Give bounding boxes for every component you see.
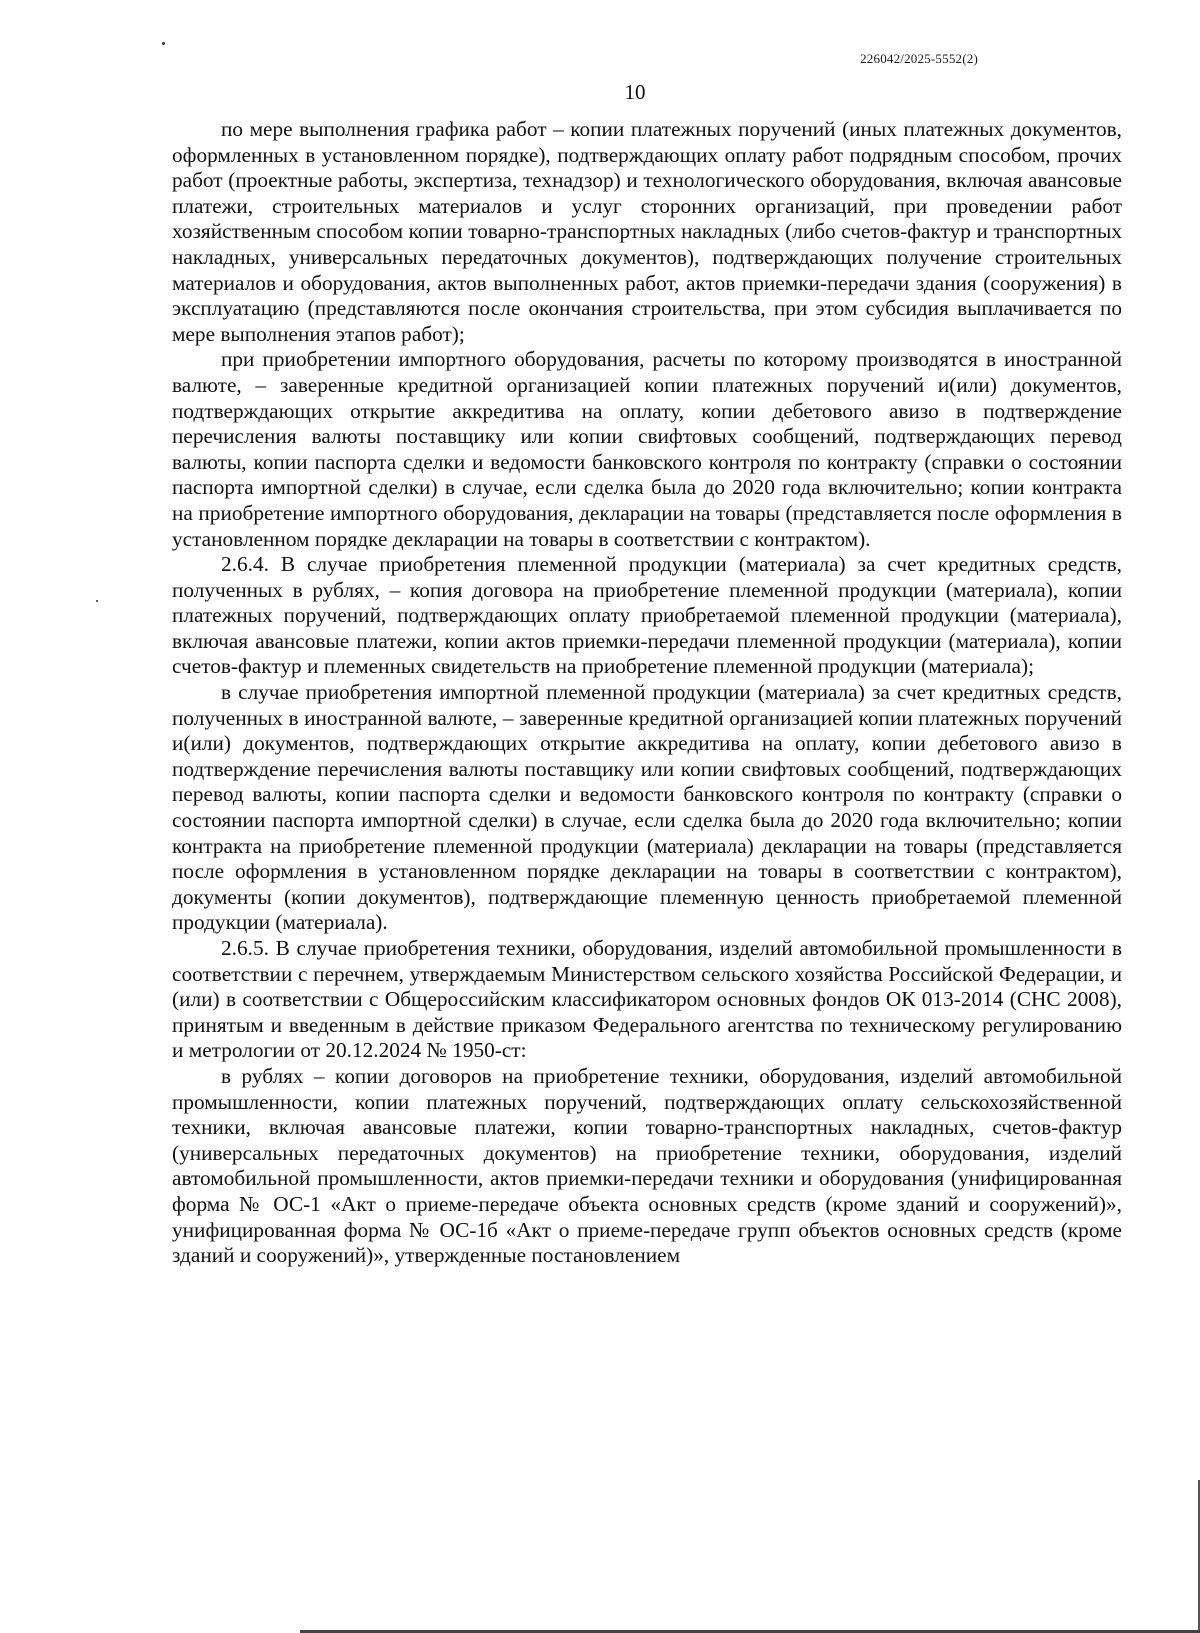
document-body [172,117,1122,1269]
scan-speck [162,42,165,45]
paragraph-imported-equipment: при приобретении импортного оборудования, расчеты по которому производятся в иностранной валюте, – заверенные кредитной организацией копии платежных поручений и(или) документов, подтверждающих открытие аккредитива на оплату, копии дебетового авизо в подтверждение перечисления валюты поставщику или копии свифтовых сообщений, подтверждающих перевод валюты, копии паспорта сделки и ведомости банковского контроля по контракту (справки о состоянии паспорта импортной сделки) в случае, если сделка была до 2020 года включительно; копии контракта на приобретение импортного оборудования, декларации на товары (представляется после оформления в установленном порядке декларации на товары в соответствии с контрактом). [172,347,1122,551]
paragraph-in-rubles: в рублях – копии договоров на приобретение техники, оборудования, изделий автомобильной промышленности, копии платежных поручений, подтверждающих оплату сельскохозяйственной техники, включая авансовые платежи, копии товарно-транспортных накладных, счетов-фактур (универсальных передаточных документов) на приобретение техники, оборудования, изделий автомобильной промышленности, актов приемки-передачи техники и оборудования (унифицированная форма № ОС-1 «Акт о приеме-передаче объекта основных средств (кроме зданий и сооружений)», унифицированная форма № ОС-1б «Акт о приеме-передаче групп объектов основных средств (кроме зданий и сооружений)», утвержденные постановлением [172,1063,1122,1268]
paragraph-2-6-5: 2.6.5. В случае приобретения техники, оборудования, изделий автомобильной промышленности в соответствии с перечнем, утверждаемым Министерством сельского хозяйства Российской Федерации, и (или) в соответствии с Общероссийским классификатором основных фондов ОК 013-2014 (СНС 2008), принятым и введенным в действие приказом Федерального агентства по техническому регулированию и метрологии от 20.12.2024 № 1950-ст: [172,936,1122,1063]
paragraph-imported-breeding-products: в случае приобретения импортной племенной продукции (материала) за счет кредитных средств, полученных в иностранной валюте, – заверенные кредитной организацией копии платежных поручений и(или) документов, подтверждающих открытие аккредитива на оплату, копии дебетового авизо в подтверждение перечисления валюты поставщику или копии свифтовых сообщений, подтверждающих перевод валюты, копии паспорта сделки и ведомости банковского контроля по контракту (справки о состоянии паспорта импортной сделки) в случае, если сделка была до 2020 года включительно; копии контракта на приобретение племенной продукции (материала) декларации на товары (представляется после оформления в установленном порядке декларации на товары в соответствии с контрактом), документы (копии документов), подтверждающие племенную ценность приобретаемой племенной продукции (материала). [172,680,1122,935]
page-number: 10 [624,80,646,104]
scan-speck [96,600,98,602]
paragraph-payment-schedule: по мере выполнения графика работ – копии платежных поручений (иных платежных документов, оформленных в установленном порядке), подтверждающих оплату работ подрядным способом, прочих работ (проектные работы, экспертиза, технадзор) и технологического оборудования, включая авансовые платежи, строительных материалов и услуг сторонних организаций, при проведении работ хозяйственным способом копии товарно-транспортных накладных (либо счетов-фактур и транспортных накладных, универсальных передаточных документов), подтверждающих получение строительных материалов и оборудования, актов выполненных работ, актов приемки-передачи здания (сооружения) в эксплуатацию (представляются после окончания строительства, при этом субсидия выплачивается по мере выполнения этапов работ); [172,117,1122,346]
document-registration-code: 226042/2025-5552(2) [860,51,978,66]
paragraph-2-6-4: 2.6.4. В случае приобретения племенной продукции (материала) за счет кредитных средств, полученных в рублях, – копия договора на приобретение племенной продукции (материала), копии платежных поручений, подтверждающих оплату приобретаемой племенной продукции (материала), включая авансовые платежи, копии актов приемки-передачи племенной продукции (материала), копии счетов-фактур и племенных свидетельств на приобретение племенной продукции (материала); [172,552,1122,679]
